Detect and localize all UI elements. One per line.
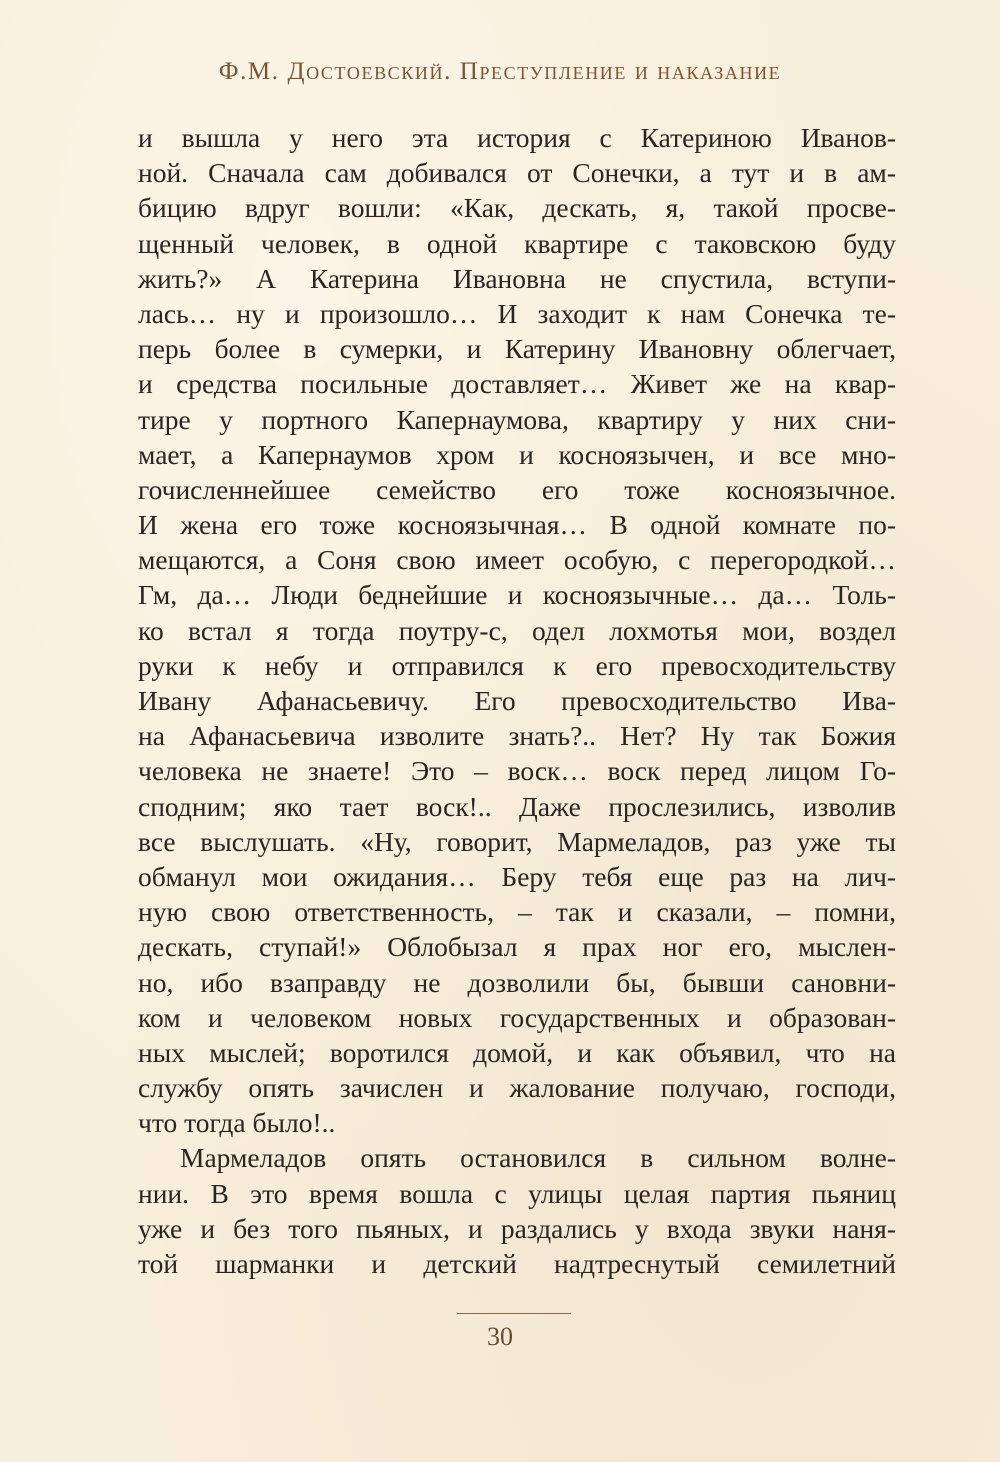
text-line: ной. Сначала сам добивался от Сонечки, а тут и в ам- <box>138 157 896 189</box>
text-line: той шарманки и детский надтреснутый семилетний <box>138 1248 896 1279</box>
text-line: ную свою ответственность, – так и сказали, – помни, <box>138 896 896 928</box>
text-line: службу опять зачислен и жалование получаю, господи, <box>138 1072 896 1104</box>
text-line: дескать, ступай!» Облобызал я прах ног его, мыслен- <box>138 931 896 963</box>
text-line: ко встал я тогда поутру-с, одел лохмотья мои, воздел <box>138 614 896 646</box>
text-line: мает, а Капернаумов хром и косноязычен, и все мно- <box>138 438 896 470</box>
text-line: ных мыслей; воротился домой, и как объявил, что на <box>138 1036 896 1068</box>
text-line: сподним; яко тает воск!.. Даже прослезились, изволив <box>138 790 896 822</box>
text-line: нии. В это время вошла с улицы целая партия пьяниц <box>138 1177 896 1209</box>
text-line: тире у портного Капернаумова, квартиру у них сни- <box>138 403 896 435</box>
text-line: что тогда было!.. <box>138 1107 336 1139</box>
text-line: И жена его тоже косноязычная… В одной комнате по- <box>138 509 896 541</box>
text-line: уже и без того пьяных, и раздались у входа звуки наня- <box>138 1212 896 1244</box>
page-number: 30 <box>487 1322 513 1351</box>
text-line: жить?» А Катерина Ивановна не спустила, вступи- <box>138 262 896 294</box>
footer-divider <box>457 1313 571 1314</box>
text-line: на Афанасьевича изволите знать?.. Нет? Ну так Божия <box>138 720 896 752</box>
text-line: Гм, да… Люди беднейшие и косноязычные… да… Толь- <box>138 579 896 611</box>
text-line: Мармеладов опять остановился в сильном волне- <box>180 1142 896 1174</box>
text-line: человека не знаете! Это – воск… воск перед лицом Го- <box>138 755 896 787</box>
text-line: все выслушать. «Ну, говорит, Мармеладов, раз уже ты <box>138 825 896 857</box>
text-line: и средства посильные доставляет… Живет же на квар- <box>138 368 896 400</box>
text-line: лась… ну и произошло… И заходит к нам Сонечка те- <box>138 297 896 329</box>
text-line: гочисленнейшее семейство его тоже косноязычное. <box>138 473 896 505</box>
text-line: мещаются, а Соня свою имеет особую, с перегородкой… <box>138 544 896 576</box>
body-text <box>138 120 896 1281</box>
text-line: перь более в сумерки, и Катерину Ивановну облегчает, <box>138 333 896 365</box>
text-line: ком и человеком новых государственных и образован- <box>138 1001 896 1033</box>
text-line: щенный человек, в одной квартире с таковскою буду <box>138 227 896 259</box>
text-line: руки к небу и отправился к его превосходительству <box>138 649 896 681</box>
text-line: бицию вдруг вошли: «Как, дескать, я, такой просве- <box>138 192 896 224</box>
text-line: Ивану Афанасьевичу. Его превосходительство Ива- <box>138 685 896 716</box>
text-line: но, ибо взаправду не дозволили бы, бывши сановни- <box>138 966 896 998</box>
running-header: Ф.М. Достоевский. Преступление и наказание <box>218 58 782 85</box>
text-line: и вышла у него эта история с Катериною Иванов- <box>138 122 896 153</box>
text-line: обманул мои ожидания… Беру тебя еще раз на лич- <box>138 860 896 892</box>
